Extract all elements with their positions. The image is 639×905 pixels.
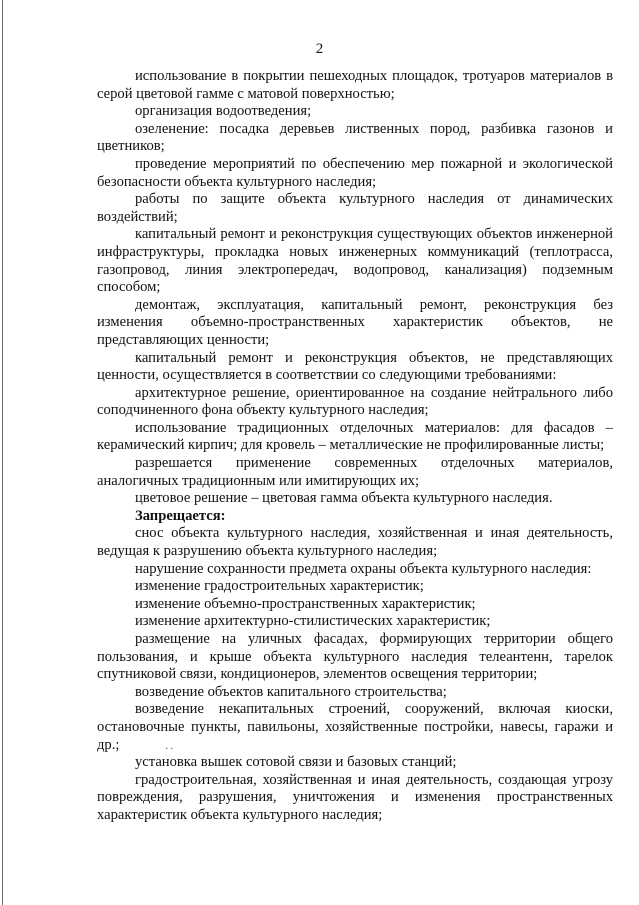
paragraph: установка вышек сотовой связи и базовых станций; — [135, 754, 457, 771]
paragraph: демонтаж, эксплуатация, капитальный ремонт, реконструкция без изменения объемно-пространственных характеристик объектов, не представляющих ценности; — [97, 296, 613, 348]
paragraph: размещение на уличных фасадах, формирующих территории общего пользования, и крыше объекта культурного наследия телеантенн, тарелок спутниковой связи, кондиционеров, элементов освещения территории; — [97, 631, 613, 683]
page-number: 2 — [315, 41, 324, 57]
paragraph-with-mark — [97, 701, 613, 754]
paragraph: работы по защите объекта культурного наследия от динамических воздействий; — [97, 191, 613, 225]
paragraph: капитальный ремонт и реконструкция существующих объектов инженерной инфраструктуры, прокладка новых инженерных коммуникаций (теплотрасса, газопровод, линия электропередач, водопровод, канализация) подземным способом; — [97, 226, 613, 296]
stray-mark: . . — [165, 740, 173, 752]
paragraph: проведение мероприятий по обеспечению мер пожарной и экологической безопасности объекта культурного наследия; — [97, 155, 613, 190]
paragraph: изменение градостроительных характеристик; — [135, 578, 424, 595]
paragraph: использование традиционных отделочных материалов: для фасадов – керамический кирпич; для кровель – металлические не профилированные листы; — [97, 419, 613, 454]
paragraph: изменение объемно-пространственных характеристик; — [135, 595, 476, 612]
paragraph: возведение объектов капитального строительства; — [135, 683, 447, 700]
paragraph: использование в покрытии пешеходных площадок, тротуаров материалов в серой цветовой гамме с матовой поверхностью; — [97, 68, 613, 102]
scan-edge-line — [2, 0, 3, 905]
paragraph: архитектурное решение, ориентированное на создание нейтрального либо соподчиненного фона объекту культурного наследия; — [97, 384, 613, 419]
section-heading: Запрещается: — [135, 507, 226, 524]
paragraph: снос объекта культурного наследия, хозяйственная и иная деятельность, ведущая к разрушению объекта культурного наследия; — [97, 525, 613, 560]
paragraph: цветовое решение – цветовая гамма объекта культурного наследия. — [135, 490, 553, 507]
paragraph: озеленение: посадка деревьев лиственных пород, разбивка газонов и цветников; — [97, 120, 613, 155]
paragraph-text: возведение некапитальных строений, сооружений, включая киоски, остановочные пункты, павильоны, хозяйственные постройки, навесы, гаражи и др.; — [97, 701, 613, 753]
paragraph: разрешается применение современных отделочных материалов, аналогичных традиционным или имитирующих их; — [97, 455, 613, 489]
paragraph: организация водоотведения; — [135, 103, 312, 120]
paragraph: градостроительная, хозяйственная и иная деятельность, создающая угрозу повреждения, разрушения, уничтожения и изменения пространственных характеристик объекта культурного наследия; — [97, 771, 613, 823]
document-body — [97, 68, 613, 825]
paragraph: изменение архитектурно-стилистических характеристик; — [135, 613, 491, 630]
paragraph: нарушение сохранности предмета охраны объекта культурного наследия: — [135, 560, 592, 577]
paragraph: капитальный ремонт и реконструкция объектов, не представляющих ценности, осуществляется в соответствии со следующими требованиями: — [97, 349, 613, 384]
